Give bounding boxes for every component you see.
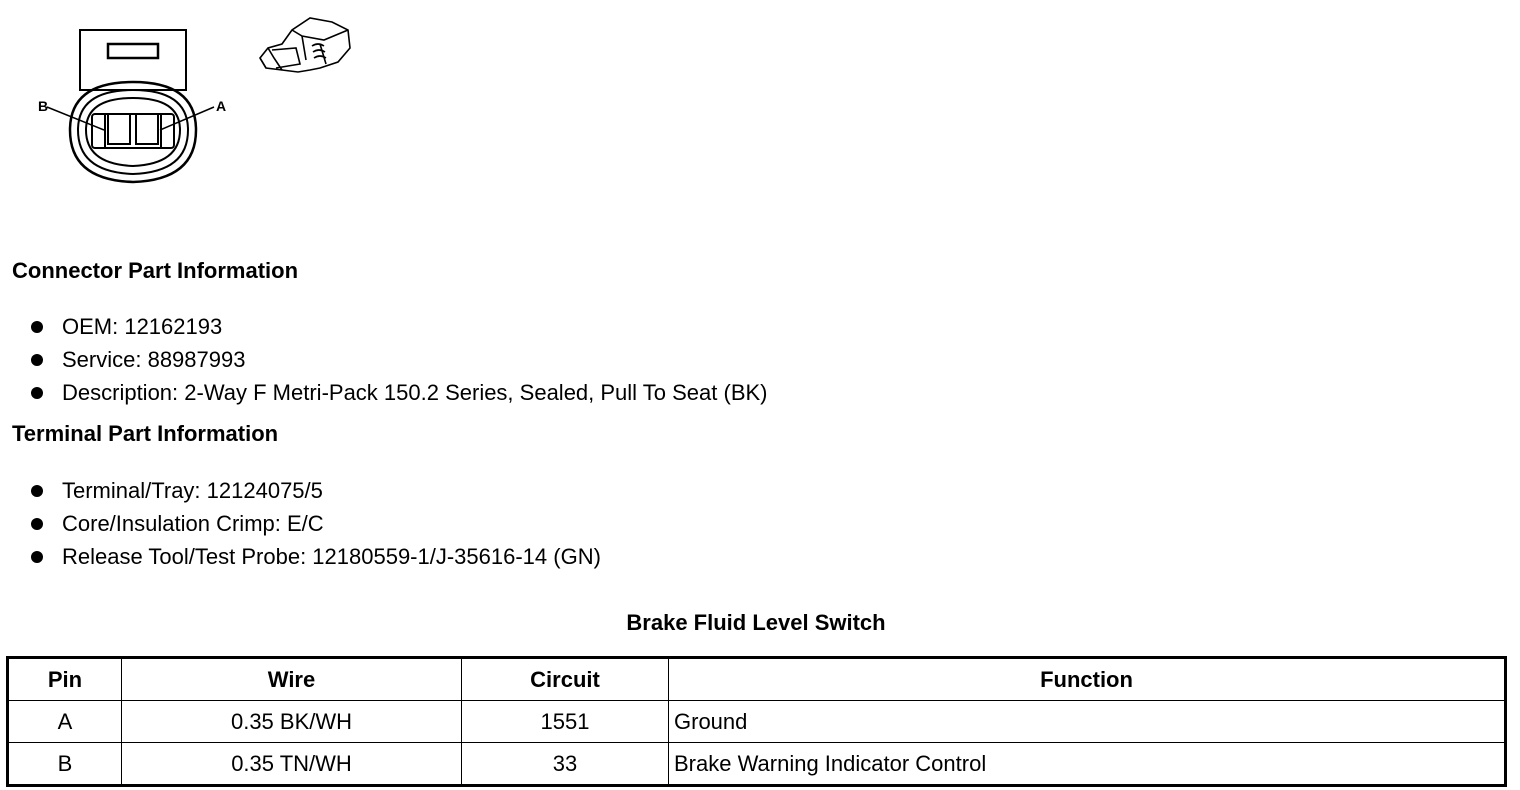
pin-label-a: A: [216, 98, 227, 114]
terminal-release-tool: Release Tool/Test Probe: 12180559-1/J-35616-14 (GN): [62, 544, 601, 569]
connector-description: Description: 2-Way F Metri-Pack 150.2 Series, Sealed, Pull To Seat (BK): [62, 380, 768, 405]
cell-wire: 0.35 BK/WH: [122, 701, 462, 743]
list-item: [28, 343, 768, 376]
list-item: [28, 310, 768, 343]
table-title: Brake Fluid Level Switch: [626, 610, 886, 635]
header-function: Function: [669, 658, 1506, 701]
terminal-tray: Terminal/Tray: 12124075/5: [62, 478, 323, 503]
terminal-part-list: [28, 474, 601, 573]
cell-pin: B: [8, 743, 122, 786]
terminal-part-heading: Terminal Part Information: [12, 421, 279, 446]
cell-circuit: 1551: [462, 701, 669, 743]
bullet-icon: [31, 485, 43, 497]
header-pin: Pin: [8, 658, 122, 701]
cell-function: Brake Warning Indicator Control: [669, 743, 1506, 786]
table-row: [8, 743, 1506, 786]
list-item: [28, 507, 601, 540]
header-circuit: Circuit: [462, 658, 669, 701]
list-item: [28, 474, 601, 507]
connector-face-view: [47, 30, 214, 182]
pin-label-b: B: [38, 98, 49, 114]
pinout-table: [6, 656, 1507, 787]
connector-oem: OEM: 12162193: [62, 314, 223, 339]
cell-wire: 0.35 TN/WH: [122, 743, 462, 786]
connector-service: Service: 88987993: [62, 347, 246, 372]
list-item: [28, 540, 601, 573]
bullet-icon: [31, 387, 43, 399]
connector-part-list: [28, 310, 768, 409]
cell-function: Ground: [669, 701, 1506, 743]
bullet-icon: [31, 518, 43, 530]
connector-diagram: [20, 10, 380, 200]
table-header-row: [8, 658, 1506, 701]
bullet-icon: [31, 321, 43, 333]
header-wire: Wire: [122, 658, 462, 701]
connector-part-heading: Connector Part Information: [12, 258, 299, 283]
list-item: [28, 376, 768, 409]
cell-circuit: 33: [462, 743, 669, 786]
table-row: [8, 701, 1506, 743]
connector-thumbnail: [260, 18, 350, 72]
cell-pin: A: [8, 701, 122, 743]
bullet-icon: [31, 354, 43, 366]
bullet-icon: [31, 551, 43, 563]
terminal-crimp: Core/Insulation Crimp: E/C: [62, 511, 324, 536]
